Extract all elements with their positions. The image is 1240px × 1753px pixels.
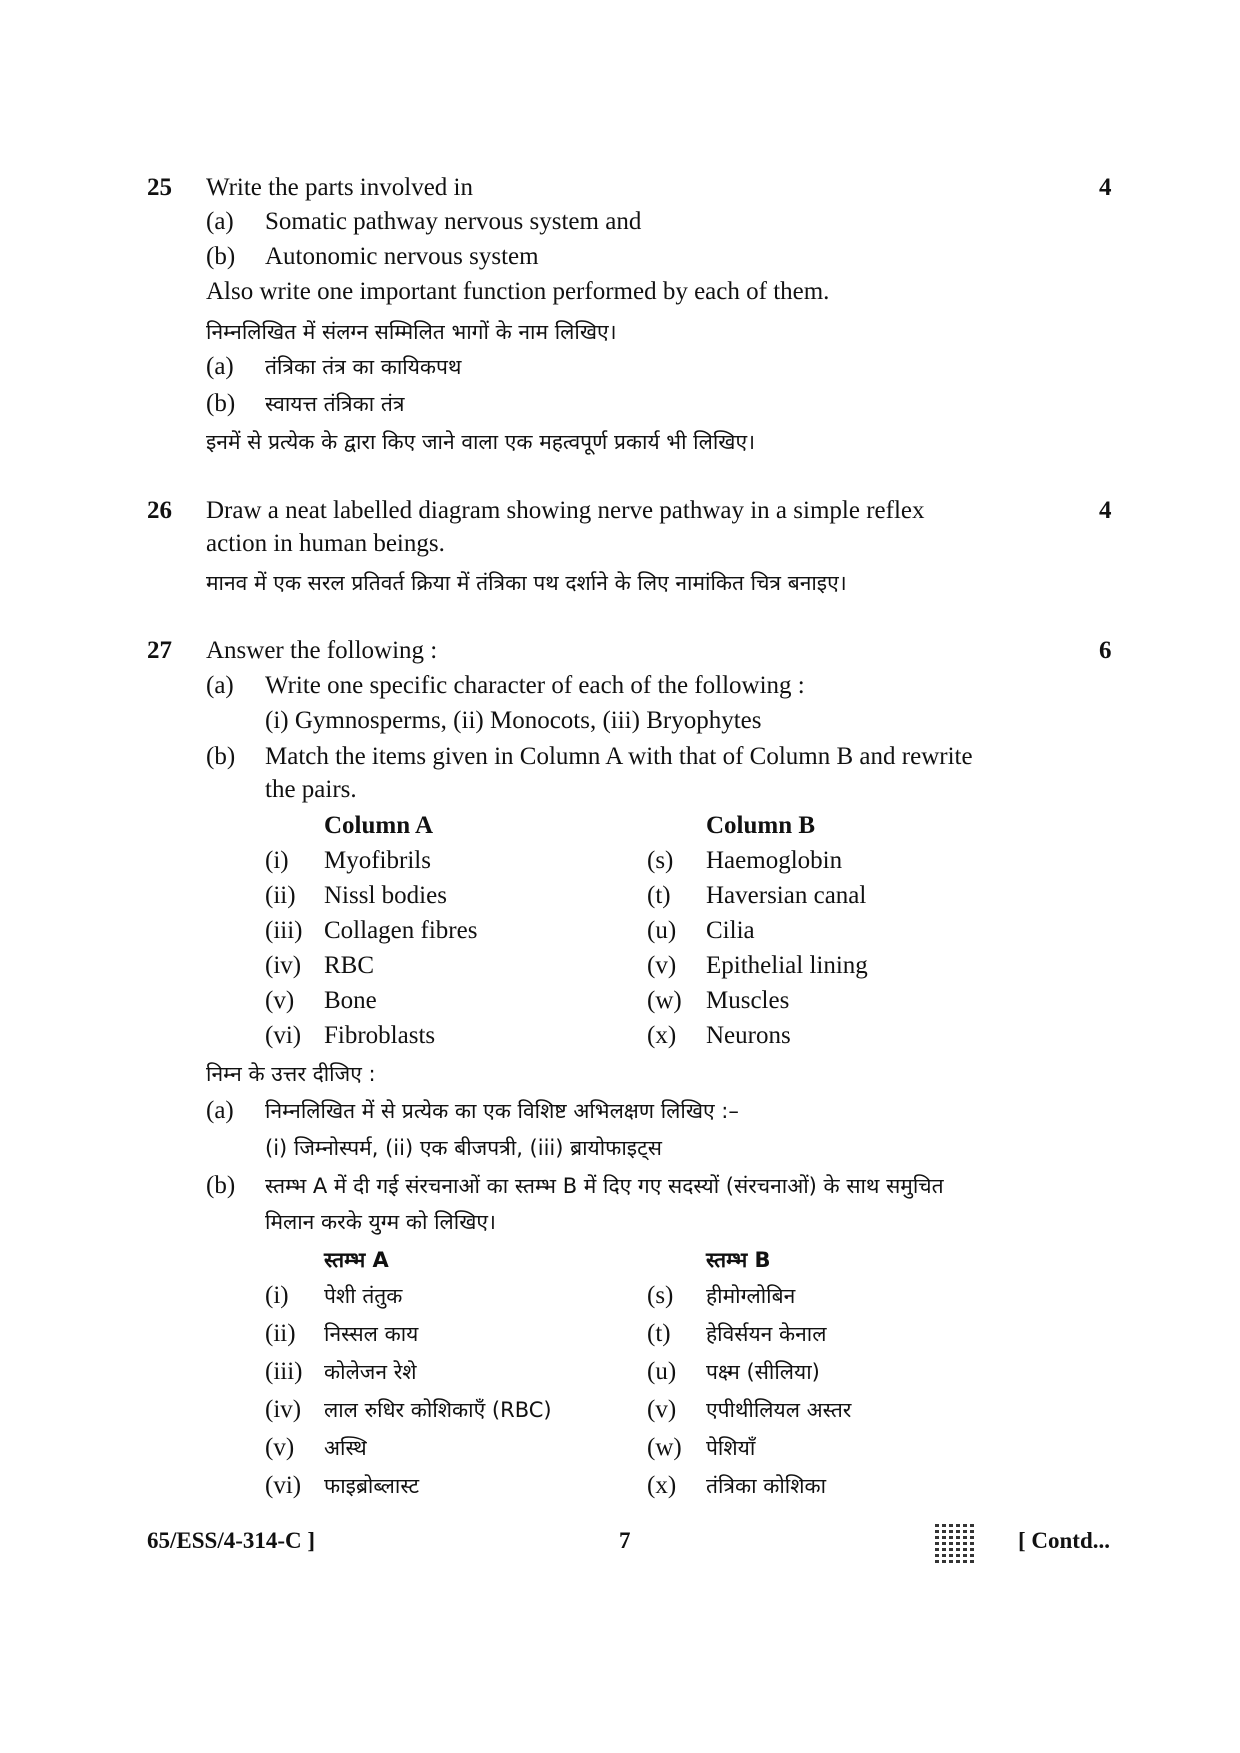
paper-code: 65/ESS/4-314-C ]	[147, 1528, 316, 1553]
row-b-item: Haemoglobin	[706, 847, 843, 874]
row-a-number: (iii)	[265, 917, 303, 944]
q26-text-line1: Draw a neat labelled diagram showing nerve pathway in a simple reflex	[206, 497, 925, 524]
q27-intro: Answer the following :	[206, 637, 438, 664]
q25-a-label: (a)	[206, 208, 234, 235]
q27-a-line2: (i) Gymnosperms, (ii) Monocots, (iii) Bryophytes	[265, 707, 762, 734]
row-a-item: निस्सल काय	[324, 1322, 419, 1346]
q27-a-label: (a)	[206, 672, 234, 699]
row-b-item: Epithelial lining	[706, 952, 868, 979]
row-b-item: Neurons	[706, 1022, 791, 1049]
q27-number: 27	[147, 637, 172, 664]
q27-b-label: (b)	[206, 743, 236, 770]
q27-b-line1: Match the items given in Column A with that of Column B and rewrite	[265, 743, 973, 770]
row-b-item: Cilia	[706, 917, 755, 944]
row-b-item: पेशियाँ	[706, 1436, 756, 1460]
row-b-number: (u)	[647, 1358, 677, 1385]
row-a-number: (i)	[265, 1282, 289, 1309]
q26-number: 26	[147, 497, 172, 524]
row-b-number: (x)	[647, 1022, 677, 1049]
q27-marks: 6	[1099, 637, 1112, 664]
q27-hindi-b-line1: स्तम्भ A में दी गई संरचनाओं का स्तम्भ B में दिए गए सदस्यों (संरचनाओं) के साथ समुचित	[265, 1174, 944, 1198]
row-a-number: (v)	[265, 1434, 295, 1461]
row-b-number: (s)	[647, 847, 674, 874]
q25-b-text: Autonomic nervous system	[265, 243, 539, 270]
q25-a-text: Somatic pathway nervous system and	[265, 208, 642, 235]
qr-code-icon	[935, 1521, 977, 1563]
row-b-number: (t)	[647, 1320, 671, 1347]
page-number: 7	[619, 1528, 631, 1553]
row-a-item: Bone	[324, 987, 377, 1014]
row-b-number: (w)	[647, 1434, 682, 1461]
hindi-column-b-heading: स्तम्भ B	[706, 1248, 771, 1272]
row-a-number: (v)	[265, 987, 295, 1014]
row-a-number: (iv)	[265, 952, 302, 979]
q27-hindi-b-label: (b)	[206, 1172, 236, 1199]
row-b-number: (x)	[647, 1472, 677, 1499]
row-a-item: Nissl bodies	[324, 882, 447, 909]
q25-marks: 4	[1099, 174, 1112, 201]
q25-b-label: (b)	[206, 243, 236, 270]
row-a-item: Fibroblasts	[324, 1022, 436, 1049]
q25-hindi-a-text: तंत्रिका तंत्र का कायिकपथ	[265, 355, 462, 379]
row-b-number: (w)	[647, 987, 682, 1014]
row-b-item: Muscles	[706, 987, 790, 1014]
q26-hindi: मानव में एक सरल प्रतिवर्त क्रिया में तंत्रिका पथ दर्शाने के लिए नामांकित चित्र बनाइए।	[206, 571, 847, 595]
row-b-item: हेविर्सयन केनाल	[706, 1322, 827, 1346]
row-b-item: तंत्रिका कोशिका	[706, 1474, 827, 1498]
q27-hindi-a-label: (a)	[206, 1097, 234, 1124]
row-b-item: एपीथीलियल अस्तर	[706, 1398, 852, 1422]
q27-hindi-b-line2: मिलान करके युग्म को लिखिए।	[265, 1210, 496, 1234]
row-a-item: RBC	[324, 952, 375, 979]
row-a-number: (iv)	[265, 1396, 302, 1423]
row-b-number: (u)	[647, 917, 677, 944]
row-a-item: Myofibrils	[324, 847, 431, 874]
row-a-item: पेशी तंतुक	[324, 1284, 403, 1308]
row-a-number: (vi)	[265, 1472, 302, 1499]
q25-hindi-also: इनमें से प्रत्येक के द्वारा किए जाने वाला एक महत्वपूर्ण प्रकार्य भी लिखिए।	[206, 430, 756, 454]
q25-number: 25	[147, 174, 172, 201]
row-a-number: (iii)	[265, 1358, 303, 1385]
hindi-column-a-heading: स्तम्भ A	[324, 1248, 389, 1272]
q25-hindi-intro: निम्नलिखित में संलग्न सम्मिलित भागों के नाम लिखिए।	[206, 320, 617, 344]
q27-b-line2: the pairs.	[265, 776, 357, 803]
row-a-number: (ii)	[265, 882, 296, 909]
q26-text-line2: action in human beings.	[206, 530, 445, 557]
row-b-item: हीमोग्लोबिन	[706, 1284, 796, 1308]
row-b-number: (s)	[647, 1282, 674, 1309]
row-b-item: Haversian canal	[706, 882, 867, 909]
q25-hindi-a-label: (a)	[206, 353, 234, 380]
row-b-item: पक्ष्म (सीलिया)	[706, 1360, 820, 1384]
row-b-number: (v)	[647, 952, 677, 979]
q25-also: Also write one important function performed by each of them.	[206, 278, 830, 305]
q27-a-line1: Write one specific character of each of the following :	[265, 672, 805, 699]
column-a-heading: Column A	[324, 812, 434, 839]
q25-hindi-b-label: (b)	[206, 390, 236, 417]
q27-hindi-a-line2: (i) जिम्नोस्पर्म, (ii) एक बीजपत्री, (iii) ब्रायोफाइट्स	[265, 1136, 662, 1160]
row-a-item: लाल रुधिर कोशिकाएँ (RBC)	[324, 1398, 552, 1422]
row-a-number: (ii)	[265, 1320, 296, 1347]
row-b-number: (t)	[647, 882, 671, 909]
q27-hindi-a-line1: निम्नलिखित में से प्रत्येक का एक विशिष्ट अभिलक्षण लिखिए :–	[265, 1099, 739, 1123]
row-a-number: (i)	[265, 847, 289, 874]
row-b-number: (v)	[647, 1396, 677, 1423]
q25-hindi-b-text: स्वायत्त तंत्रिका तंत्र	[265, 392, 405, 416]
q25-intro: Write the parts involved in	[206, 174, 473, 201]
q26-marks: 4	[1099, 497, 1112, 524]
row-a-item: अस्थि	[324, 1436, 367, 1460]
row-a-number: (vi)	[265, 1022, 302, 1049]
row-a-item: Collagen fibres	[324, 917, 478, 944]
column-b-heading: Column B	[706, 812, 816, 839]
contd-label: [ Contd...	[1018, 1528, 1111, 1553]
row-a-item: कोलेजन रेशे	[324, 1360, 417, 1384]
row-a-item: फाइब्रोब्लास्ट	[324, 1474, 420, 1498]
q27-hindi-intro: निम्न के उत्तर दीजिए :	[206, 1062, 376, 1086]
